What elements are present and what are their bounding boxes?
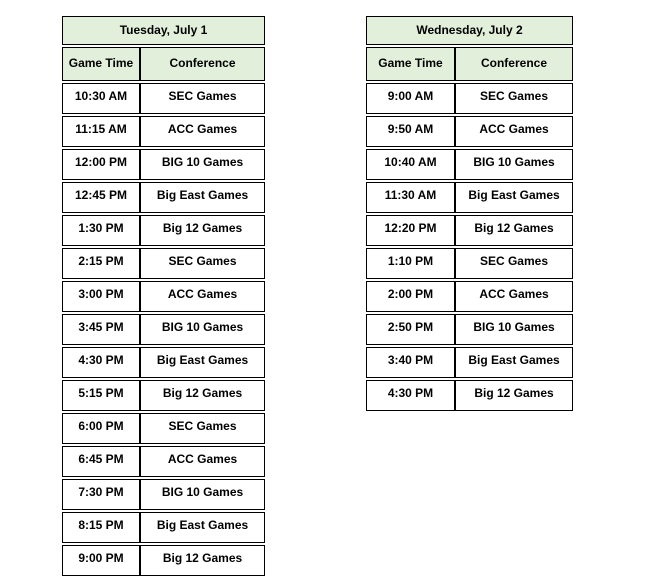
table-row <box>62 248 265 279</box>
game-time-cell: 8:15 PM <box>62 512 140 543</box>
conference-cell: ACC Games <box>455 116 573 147</box>
game-time-cell: 9:00 PM <box>62 545 140 576</box>
table-row <box>366 314 573 345</box>
game-time-cell: 6:00 PM <box>62 413 140 444</box>
game-time-cell: 1:30 PM <box>62 215 140 246</box>
game-time-cell: 5:15 PM <box>62 380 140 411</box>
game-time-cell: 4:30 PM <box>366 380 455 411</box>
conference-cell: SEC Games <box>140 248 265 279</box>
game-time-column-header: Game Time <box>62 47 140 81</box>
conference-cell: BIG 10 Games <box>140 149 265 180</box>
conference-cell: ACC Games <box>140 446 265 477</box>
conference-cell: Big 12 Games <box>140 545 265 576</box>
table-row <box>62 149 265 180</box>
conference-cell: Big East Games <box>455 182 573 213</box>
conference-cell: Big 12 Games <box>455 215 573 246</box>
column-header-row <box>62 47 265 81</box>
table-row <box>62 314 265 345</box>
schedule-table-tuesday <box>62 14 265 578</box>
conference-cell: ACC Games <box>140 281 265 312</box>
conference-cell: Big East Games <box>455 347 573 378</box>
conference-cell: SEC Games <box>455 83 573 114</box>
game-time-cell: 9:50 AM <box>366 116 455 147</box>
game-time-cell: 12:00 PM <box>62 149 140 180</box>
table-row <box>366 380 573 411</box>
schedule-table-wednesday <box>366 14 573 413</box>
game-time-column-header: Game Time <box>366 47 455 81</box>
table-row <box>366 116 573 147</box>
game-time-cell: 12:45 PM <box>62 182 140 213</box>
table-row <box>366 281 573 312</box>
conference-cell: BIG 10 Games <box>455 314 573 345</box>
table-row <box>62 512 265 543</box>
conference-cell: SEC Games <box>140 83 265 114</box>
conference-cell: Big East Games <box>140 347 265 378</box>
table-title: Wednesday, July 2 <box>366 16 573 45</box>
table-title-row <box>366 16 573 45</box>
table-row <box>62 281 265 312</box>
table-row <box>366 347 573 378</box>
game-time-cell: 2:00 PM <box>366 281 455 312</box>
game-time-cell: 9:00 AM <box>366 83 455 114</box>
game-time-cell: 2:50 PM <box>366 314 455 345</box>
table-row <box>62 116 265 147</box>
conference-cell: BIG 10 Games <box>140 479 265 510</box>
conference-cell: Big 12 Games <box>140 215 265 246</box>
table-row <box>62 479 265 510</box>
table-row <box>366 83 573 114</box>
conference-column-header: Conference <box>455 47 573 81</box>
conference-cell: SEC Games <box>455 248 573 279</box>
table-row <box>366 248 573 279</box>
conference-column-header: Conference <box>140 47 265 81</box>
conference-cell: Big 12 Games <box>455 380 573 411</box>
game-time-cell: 6:45 PM <box>62 446 140 477</box>
table-row <box>62 347 265 378</box>
table-row <box>62 446 265 477</box>
game-time-cell: 10:40 AM <box>366 149 455 180</box>
conference-cell: BIG 10 Games <box>140 314 265 345</box>
table-row <box>62 545 265 576</box>
table-row <box>366 182 573 213</box>
game-time-cell: 4:30 PM <box>62 347 140 378</box>
conference-cell: Big 12 Games <box>140 380 265 411</box>
game-time-cell: 12:20 PM <box>366 215 455 246</box>
game-time-cell: 2:15 PM <box>62 248 140 279</box>
conference-cell: SEC Games <box>140 413 265 444</box>
table-row <box>366 149 573 180</box>
table-title-row <box>62 16 265 45</box>
table-row <box>62 83 265 114</box>
game-time-cell: 10:30 AM <box>62 83 140 114</box>
conference-cell: Big East Games <box>140 182 265 213</box>
game-time-cell: 11:30 AM <box>366 182 455 213</box>
conference-cell: Big East Games <box>140 512 265 543</box>
game-time-cell: 7:30 PM <box>62 479 140 510</box>
game-time-cell: 3:40 PM <box>366 347 455 378</box>
game-time-cell: 11:15 AM <box>62 116 140 147</box>
table-row <box>366 215 573 246</box>
game-time-cell: 1:10 PM <box>366 248 455 279</box>
game-time-cell: 3:45 PM <box>62 314 140 345</box>
conference-cell: ACC Games <box>455 281 573 312</box>
table-row <box>62 380 265 411</box>
game-time-cell: 3:00 PM <box>62 281 140 312</box>
conference-cell: BIG 10 Games <box>455 149 573 180</box>
conference-cell: ACC Games <box>140 116 265 147</box>
table-row <box>62 215 265 246</box>
table-row <box>62 413 265 444</box>
column-header-row <box>366 47 573 81</box>
table-row <box>62 182 265 213</box>
table-title: Tuesday, July 1 <box>62 16 265 45</box>
